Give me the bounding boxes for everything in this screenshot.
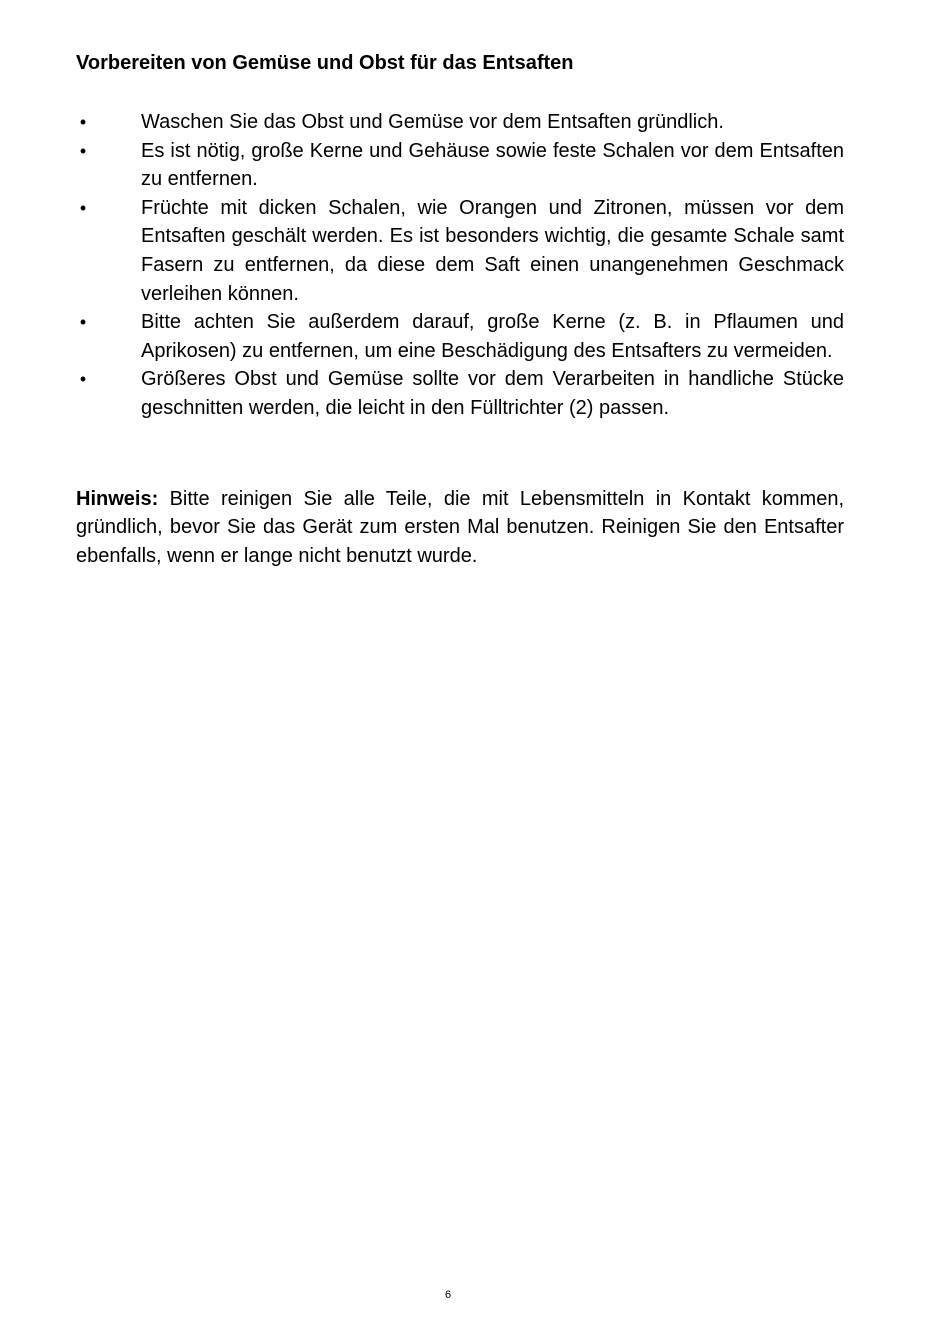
list-item-text: Früchte mit dicken Schalen, wie Orangen und Zitronen, müssen vor dem Entsaften geschält werden. Es ist besonders wichtig, die gesamte Schale samt Fasern zu entfernen, da diese dem Saft einen unangenehmen Geschmack verleihen können. (141, 196, 844, 305)
list-item (76, 137, 844, 194)
page-number: 6 (444, 1289, 452, 1301)
bullet-icon: • (79, 369, 87, 390)
list-item-text: Waschen Sie das Obst und Gemüse vor dem Entsaften gründlich. (141, 111, 724, 133)
list-item (76, 308, 844, 365)
list-item (76, 108, 844, 137)
bullet-icon: • (79, 312, 87, 333)
list-item-text: Bitte achten Sie außerdem darauf, große Kerne (z. B. in Pflaumen und Aprikosen) zu entfernen, um eine Beschädigung des Entsafters zu vermeiden. (141, 311, 844, 362)
bullet-icon: • (79, 197, 87, 218)
preparation-list (76, 108, 844, 423)
list-item (76, 365, 844, 422)
note-label: Hinweis: (76, 487, 159, 510)
note-text: Bitte reinigen Sie alle Teile, die mit Lebensmitteln in Kontakt kommen, gründlich, bevor Sie das Gerät zum ersten Mal benutzen. Reinigen Sie den Entsafter ebenfalls, wenn er lange nicht benutzt wurde. (76, 487, 844, 567)
note-paragraph (76, 485, 844, 571)
list-item (76, 194, 844, 308)
list-item-text: Größeres Obst und Gemüse sollte vor dem Verarbeiten in handliche Stücke geschnitten werden, die leicht in den Fülltrichter (2) passen. (141, 368, 844, 419)
bullet-icon: • (79, 112, 87, 132)
section-heading: Vorbereiten von Gemüse und Obst für das Entsaften (76, 52, 574, 74)
bullet-icon: • (79, 140, 87, 161)
list-item-text: Es ist nötig, große Kerne und Gehäuse sowie feste Schalen vor dem Entsaften zu entfernen. (141, 139, 844, 191)
document-page (76, 48, 844, 590)
